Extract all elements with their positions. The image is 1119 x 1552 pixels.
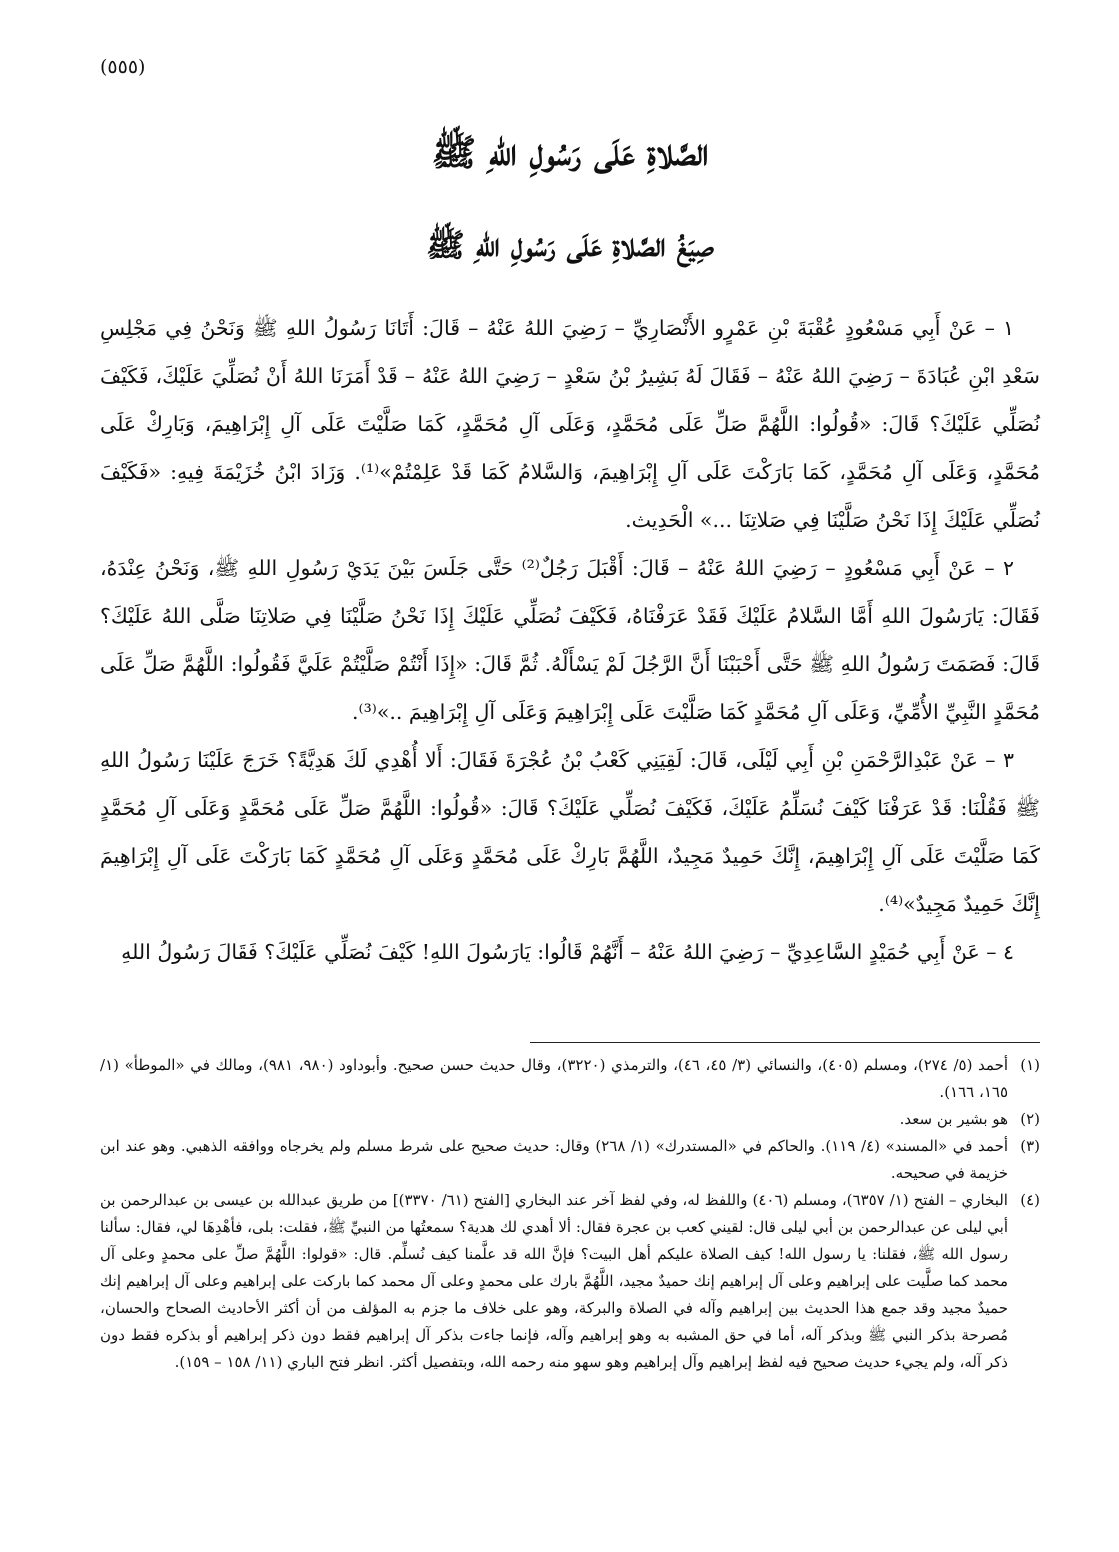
footnote-text: هو بشير بن سعد. [899,1110,1008,1128]
footnote [100,1052,1040,1106]
footnote [100,1187,1040,1376]
footnote-number: (٢) [1020,1110,1040,1128]
footnote-text: أحمد في «المسند» (٤/ ١١٩). والحاكم في «المستدرك» (١/ ٢٦٨) وقال: حديث صحيح على شرط مسلم ولم يخرجاه ووافقه الذهبي. وهو عند ابن خزيمة في صحيحه. [100,1137,1009,1182]
section-title: صِيَغُ الصَّلاةِ عَلَى رَسُولِ اللهِ ﷺ [426,226,714,264]
hadith-paragraph: ٤ – عَنْ أَبِي حُمَيْدٍ السَّاعِدِيِّ – رَضِيَ اللهُ عَنْهُ – أَنَّهُمْ قَالُوا: يَارَسُولَ اللهِ! كَيْفَ نُصَلِّي عَلَيْكَ؟ فَقَالَ رَسُولُ اللهِ [121,940,1014,964]
footnote-number: (٣) [1020,1137,1040,1155]
footnote-divider [530,1042,1040,1043]
hadith-paragraph: ١ – عَنْ أَبِي مَسْعُودٍ عُقْبَةَ بْنِ عَمْرٍو الأَنْصَارِيِّ – رَضِيَ اللهُ عَنْهُ – قَالَ: أَتَانَا رَسُولُ اللهِ ﷺ وَنَحْنُ فِي مَجْلِسِ سَعْدِ ابْنِ عُبَادَةَ – رَضِيَ اللهُ عَنْهُ – فَقَالَ لَهُ بَشِيرُ بْنُ سَعْدٍ – رَضِيَ اللهُ عَنْهُ – قَدْ أَمَرَنَا اللهُ أَنْ نُصَلِّيَ عَلَيْكَ، فَكَيْفَ نُصَلِّي عَلَيْكَ؟ قَالَ: «قُولُوا: اللَّهُمَّ صَلِّ عَلَى مُحَمَّدٍ، وَعَلَى آلِ مُحَمَّدٍ، كَمَا صَلَّيْتَ عَلَى آلِ إِبْرَاهِيمَ، وَبَارِكْ عَلَى مُحَمَّدٍ، وَعَلَى آلِ مُحَمَّدٍ، كَمَا بَارَكْتَ عَلَى آلِ إِبْرَاهِيمَ، وَالسَّلامُ كَمَا قَدْ عَلِمْتُمْ»⁽¹⁾. وَزَادَ ابْنُ خُزَيْمَةَ فِيهِ: «فَكَيْفَ نُصَلِّي عَلَيْكَ إِذَا نَحْنُ صَلَّيْنَا فِي صَلاتِنَا ...» الْحَدِيث. [100,316,1040,532]
chapter-title: الصَّلاةِ عَلَى رَسُولِ اللهِ ﷺ [431,130,709,174]
main-text [100,304,1040,976]
footnote [100,1133,1040,1187]
footnote-number: (٤) [1020,1191,1040,1209]
book-page [100,56,1040,1536]
footnote [100,1106,1040,1133]
hadith-paragraph: ٢ – عَنْ أَبِي مَسْعُودٍ – رَضِيَ اللهُ عَنْهُ – قَالَ: أَقْبَلَ رَجُلٌ⁽²⁾ حَتَّى جَلَسَ بَيْنَ يَدَيْ رَسُولِ اللهِ ﷺ، وَنَحْنُ عِنْدَهُ، فَقَالَ: يَارَسُولَ اللهِ أَمَّا السَّلامُ عَلَيْكَ فَقَدْ عَرَفْنَاهُ، فَكَيْفَ نُصَلِّي عَلَيْكَ إِذَا نَحْنُ صَلَّيْنَا فِي صَلاتِنَا صَلَّى اللهُ عَلَيْكَ؟ قَالَ: فَصَمَتَ رَسُولُ اللهِ ﷺ حَتَّى أَحْبَبْنَا أَنَّ الرَّجُلَ لَمْ يَسْأَلْهُ. ثُمَّ قَالَ: «إِذَا أَنْتُمْ صَلَّيْتُمْ عَلَيَّ فَقُولُوا: اللَّهُمَّ صَلِّ عَلَى مُحَمَّدٍ النَّبِيِّ الأُمِّيِّ، وَعَلَى آلِ مُحَمَّدٍ كَمَا صَلَّيْتَ عَلَى إِبْرَاهِيمَ وَعَلَى آلِ إِبْرَاهِيمَ ..»⁽³⁾. [100,556,1040,724]
footnote-text: أحمد (٥/ ٢٧٤)، ومسلم (٤٠٥)، والنسائي (٣/ ٤٥، ٤٦)، والترمذي (٣٢٢٠)، وقال حديث حسن صحيح. وأبوداود (٩٨٠، ٩٨١)، ومالك في «الموطأ» (١/ ١٦٥، ١٦٦). [100,1056,1009,1101]
footnote-text: البخاري – الفتح (١/ ٦٣٥٧)، ومسلم (٤٠٦) واللفظ له، وفي لفظ آخر عند البخاري [الفتح (٦١/ ٣٣٧٠)] من طريق عبدالله بن عيسى بن عبدالرحمن بن أبي ليلى عن عبدالرحمن بن أبي ليلى قال: لقيني كعب بن عجرة فقال: ألا أهدي لك هدية؟ سمعتُها من النبيِّ ﷺ، فقلت: بلى، فأهْدِهَا لي، فقال: سألنا رسول الله ﷺ، فقلنا: يا رسول الله! كيف الصلاة عليكم أهل البيت؟ فإنَّ الله قد علَّمنا كيف نُسلِّم. قال: «قولوا: اللَّهُمَّ صلِّ على محمدٍ وعلى آل محمد كما صلَّيت على إبراهيم وعلى آل إبراهيم إنك حميدٌ مجيد، اللَّهُمَّ بارك على محمدٍ وعلى آل محمد كما باركت على إبراهيم وعلى آل إبراهيم إنك حميدٌ مجيد وقد جمع هذا الحديث بين إبراهيم وآله في الصلاة والبركة، وهو على خلاف ما جزم به المؤلف من أن أكثر الأحاديث الصحاح والحسان، مُصرحة بذكر النبي ﷺ وبذكر آله، أما في حق المشبه به وهو إبراهيم وآله، فإنما جاءت بذكر آل إبراهيم فقط دون ذكر إبراهيم أو بذكره فقط دون ذكر آله، ولم يجيء حديث صحيح فيه لفظ إبراهيم وآل إبراهيم وهو سهو منه رحمه الله، وبتفصيل أكثر. انظر فتح الباري (١١/ ١٥٨ – ١٥٩). [100,1191,1008,1371]
footnotes [100,1052,1040,1376]
footnote-number: (١) [1020,1056,1040,1074]
page-number: (٥٥٥) [100,56,146,78]
hadith-paragraph: ٣ – عَنْ عَبْدِالرَّحْمَنِ بْنِ أَبِي لَيْلَى، قَالَ: لَقِيَنِي كَعْبُ بْنُ عُجْرَةَ فَقَالَ: أَلا أُهْدِي لَكَ هَدِيَّةً؟ خَرَجَ عَلَيْنَا رَسُولُ اللهِ ﷺ فَقُلْنَا: قَدْ عَرَفْنَا كَيْفَ نُسَلِّمُ عَلَيْكَ، فَكَيْفَ نُصَلِّي عَلَيْكَ؟ قَالَ: «قُولُوا: اللَّهُمَّ صَلِّ عَلَى مُحَمَّدٍ وَعَلَى آلِ مُحَمَّدٍ كَمَا صَلَّيْتَ عَلَى آلِ إِبْرَاهِيمَ، إِنَّكَ حَمِيدٌ مَجِيدٌ، اللَّهُمَّ بَارِكْ عَلَى مُحَمَّدٍ وَعَلَى آلِ مُحَمَّدٍ كَمَا بَارَكْتَ عَلَى آلِ إِبْرَاهِيمَ إِنَّكَ حَمِيدٌ مَجِيدٌ»⁽⁴⁾. [100,748,1040,916]
